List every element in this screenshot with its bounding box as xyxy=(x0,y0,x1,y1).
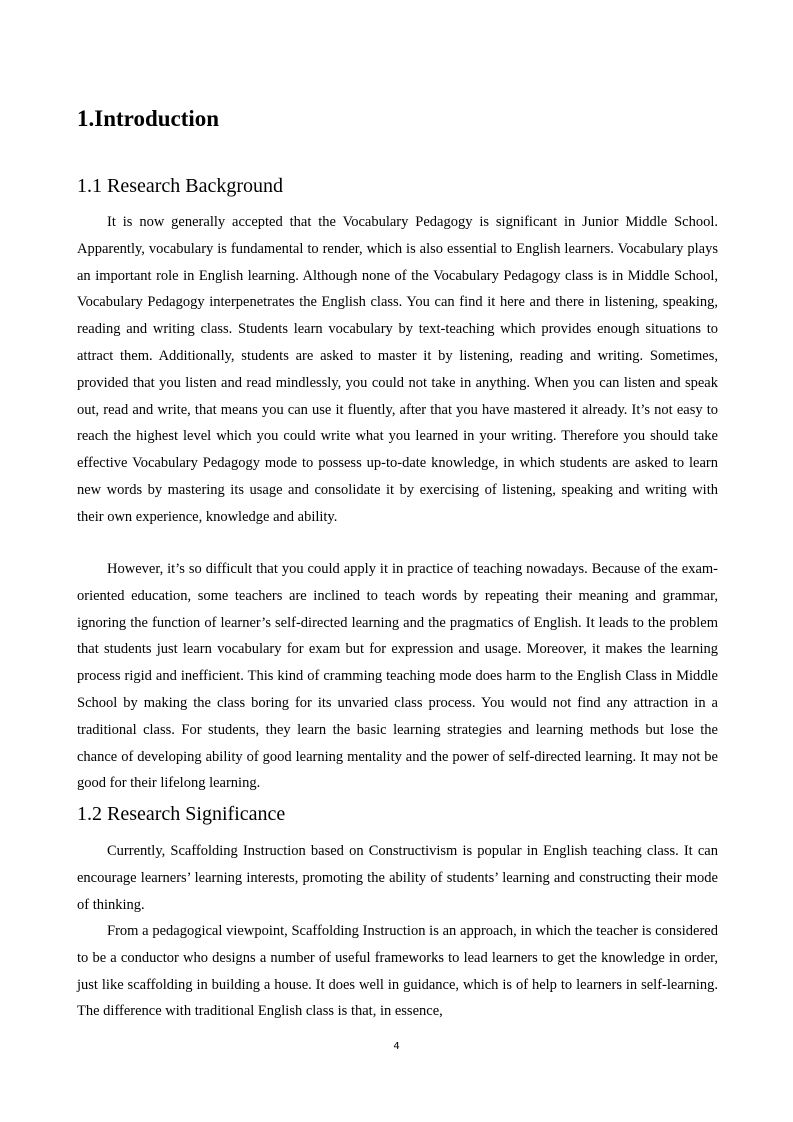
section-title-research-significance: 1.2 Research Significance xyxy=(77,803,286,825)
paragraph: However, it’s so difficult that you could apply it in practice of teaching nowadays. Because of the exam-oriented education, some teachers are inclined to teach words by repeating their meaning and grammar, ignoring the function of learner’s self-directed learning and the pragmatics of English. It leads to the problem that students just learn vocabulary for exam but for expression and usage. Moreover, it makes the learning process rigid and inefficient. This kind of cramming teaching mode does harm to the English Class in Middle School by making the class boring for its unvaried class process. You would not find any attraction in a traditional class. For students, they learn the basic learning strategies and learning methods but lose the chance of developing ability of good learning mentality and the power of self-directed learning. It may not be good for their lifelong learning. xyxy=(77,561,718,792)
page-number: 4 xyxy=(393,1041,400,1052)
paragraph: It is now generally accepted that the Vocabulary Pedagogy is significant in Junior Middle School. Apparently, vocabulary is fundamental to render, which is also essential to English learners. Vocabulary plays an important role in English learning. Although none of the Vocabulary Pedagogy class is in Middle School, Vocabulary Pedagogy interpenetrates the English class. You can find it here and there in listening, speaking, reading and writing class. Students learn vocabulary by text-teaching which provides enough situations to attract them. Additionally, students are asked to master it by listening, reading and writing. Sometimes, provided that you listen and read mindlessly, you could not take in anything. When you can listen and speak out, read and write, that means you can use it fluently, after that you have mastered it already. It’s not easy to reach the highest level which you could write what you learned in your writing. Therefore you should take effective Vocabulary Pedagogy mode to possess up-to-date knowledge, in which students are asked to learn new words by mastering its usage and consolidate it by exercising of listening, speaking and writing with their own experience, knowledge and ability. xyxy=(77,214,718,525)
paragraph: Currently, Scaffolding Instruction based on Constructivism is popular in English teaching class. It can encourage learners’ learning interests, promoting the ability of students’ learning and constructing their mode of thinking. xyxy=(77,843,718,913)
paragraph: From a pedagogical viewpoint, Scaffolding Instruction is an approach, in which the teacher is considered to be a conductor who designs a number of useful frameworks to lead learners to get the knowledge in order, just like scaffolding in building a house. It does well in guidance, which is of help to learners in self-learning. The difference with traditional English class is that, in essence, xyxy=(77,923,718,1020)
chapter-title: 1.Introduction xyxy=(77,106,220,131)
section-title-research-background: 1.1 Research Background xyxy=(77,175,284,197)
